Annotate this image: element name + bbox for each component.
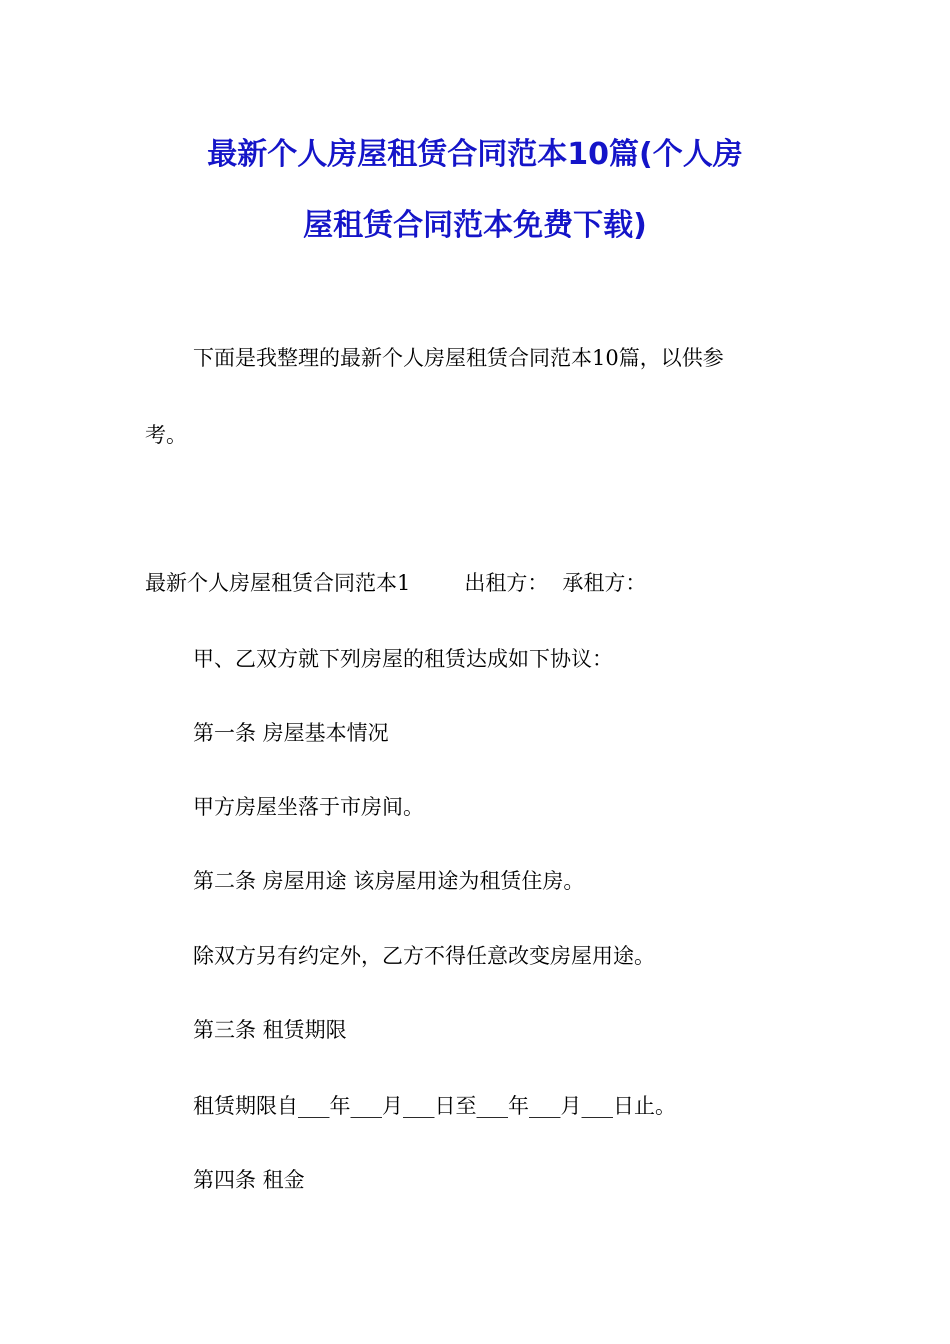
contract-article-heading: 第一条 房屋基本情况 [193,721,389,745]
contract-paragraph: 甲、乙双方就下列房屋的租赁达成如下协议： [193,647,613,671]
section-heading-row [145,569,646,597]
contract-paragraph: 甲方房屋坐落于市房间。 [193,795,424,819]
contract-article-heading: 第四条 租金 [193,1168,305,1192]
contract-paragraph: 租赁期限自___年___月___日至___年___月___日止。 [193,1094,676,1118]
section-heading: 最新个人房屋租赁合同范本1 [145,571,411,595]
lessor-label: 出租方： [464,571,549,595]
contract-article-heading: 第三条 租赁期限 [193,1018,347,1042]
document-title-line-1: 最新个人房屋租赁合同范本10篇(个人房 [207,137,743,172]
contract-paragraph: 除双方另有约定外，乙方不得任意改变房屋用途。 [193,944,655,968]
lessee-label: 承租方： [562,571,647,595]
intro-text-line-2: 考。 [145,423,187,447]
intro-text-line-1: 下面是我整理的最新个人房屋租赁合同范本10篇，以供参 [193,346,724,370]
contract-article-heading: 第二条 房屋用途 该房屋用途为租赁住房。 [193,869,585,893]
document-title-line-2: 屋租赁合同范本免费下载) [303,208,647,243]
